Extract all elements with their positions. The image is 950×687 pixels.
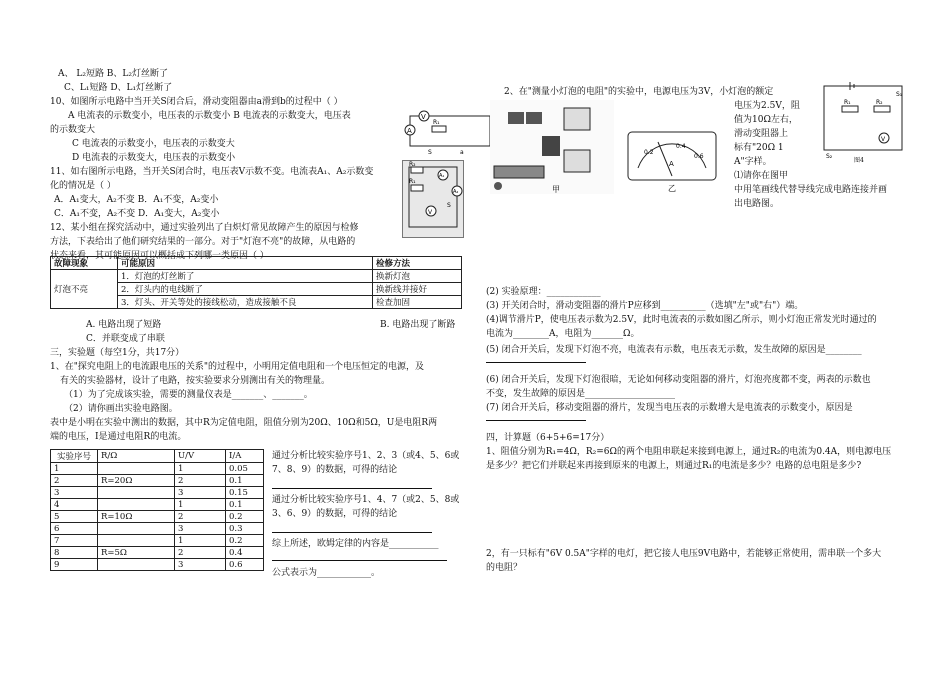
analysis-1: 通过分析比较实验序号1、2、3（或4、5、6或	[272, 451, 460, 461]
q10-circuit-drawing	[402, 108, 497, 156]
fault-header-fix: 检修方法	[373, 257, 462, 270]
apparatus-drawing	[490, 100, 614, 194]
data-cell	[98, 499, 175, 511]
data-cell: 4	[51, 499, 98, 511]
data-row	[51, 511, 264, 523]
r1-label: R₁	[433, 119, 440, 126]
s-label: S	[447, 202, 451, 209]
data-row	[51, 535, 264, 547]
data-cell: 3	[175, 487, 226, 499]
fault-name-cell: 灯泡不亮	[51, 270, 118, 309]
fault-header-cause: 可能原因	[118, 257, 373, 270]
q10-option-a: A 电流表的示数变小，电压表的示数变小 B 电流表的示数变大，电压表	[68, 111, 351, 121]
q12-stem-cont2: 状态来看，其可能原因可以概括成下列哪一类原因（ ）	[50, 251, 269, 261]
meter-unit: A	[669, 160, 674, 168]
q10-circuit-figure	[402, 108, 497, 156]
data-cell: 2	[175, 475, 226, 487]
data-row	[51, 463, 264, 475]
exp2-stem-d: 滑动变阻器上	[734, 129, 789, 139]
data-cell: 0.05	[226, 463, 264, 475]
meter-tick-06: 0.6	[694, 153, 704, 160]
fig-jia-caption: 甲	[552, 185, 560, 194]
q12-option-b: B. 电路出现了断路	[380, 320, 456, 330]
v-label: V	[428, 209, 433, 216]
data-cell: R=10Ω	[98, 511, 175, 523]
data-header-u: U/V	[175, 450, 226, 463]
calc1-stem: 1、阻值分别为R₁=4Ω，R₂=6Ω的两个电阻串联起来接到电源上，通过R₂的电流为0.4A，则电源电压	[486, 447, 892, 457]
data-header-r: R/Ω	[98, 450, 175, 463]
analysis-2: 通过分析比较实验序号1、4、7（或2、5、8或	[272, 495, 460, 505]
q10-stem: 10、如图所示电路中当开关S闭合后，滑动变阻器由a滑到b的过程中（ ）	[50, 97, 343, 107]
q10-option-c: C 电流表的示数变小，电压表的示数变大	[72, 139, 235, 149]
s2-label: S₂	[826, 153, 833, 160]
analysis-1-blank[interactable]	[272, 488, 432, 489]
fault-header-phenomenon: 故障现象	[51, 257, 118, 270]
exp2-part6-cont: 不变，发生故障的原因是____________________	[486, 389, 676, 399]
data-cell: 5	[51, 511, 98, 523]
exp2-part3: (3) 开关闭合时，滑动变阻器的滑片P应移到__________（选填"左"或"右"）端。	[486, 301, 804, 311]
fault-fix-3: 检查加固	[373, 296, 462, 309]
q12-option-a: A. 电路出现了短路	[86, 320, 162, 330]
q12-stem: 12、某小组在探究活动中，通过实验列出了白炽灯常见故障产生的原因与检修	[50, 223, 359, 233]
ammeter-figure	[624, 128, 720, 194]
data-cell: 0.2	[226, 511, 264, 523]
q12-stem-cont: 方法，下表给出了他们研究结果的一部分。对于"灯泡不亮"的故障，从电路的	[50, 237, 356, 247]
data-cell	[98, 535, 175, 547]
data-cell: R=5Ω	[98, 547, 175, 559]
s1-label: S₁	[896, 91, 903, 98]
ohms-law-blank[interactable]	[272, 560, 447, 561]
calc1-stem-cont: 是多少？把它们并联起来再接到原来的电源上，则通过R₁的电流是多少？电路的总电阻是多少?	[486, 461, 862, 471]
analysis-2-cont: 3、6、9）的数据，可得的结论	[272, 509, 398, 519]
r1b-label: R₁	[409, 178, 416, 185]
calc2-stem-cont: 的电阻？	[486, 563, 523, 573]
exp2-stem-h: 中用笔画线代替导线完成电路连接并画	[734, 185, 888, 195]
data-cell: 0.4	[226, 547, 264, 559]
data-cell: 1	[175, 463, 226, 475]
exp1-stem-cont: 有关的实验器材，设计了电路，按实验要求分别测出有关的物理量。	[60, 376, 331, 386]
data-cell: 0.2	[226, 535, 264, 547]
fig4-circuit-drawing	[818, 78, 908, 164]
exp1-part2: （2）请你画出实验电路图。	[64, 404, 178, 414]
data-cell: 3	[175, 523, 226, 535]
fault-cause-2: 2．灯头内的电线断了	[118, 283, 373, 296]
calc2-stem: 2，有一只标有"6V 0.5A"字样的电灯，把它接人电压9V电路中，若能够正常使用，需串联一个多大	[486, 549, 882, 559]
data-header-i: I/A	[226, 450, 264, 463]
data-cell: 2	[175, 511, 226, 523]
exp1-part1: （1）为了完成该实验，需要的测量仪表是_______、_______。	[64, 390, 313, 400]
data-cell: 9	[51, 559, 98, 571]
fault-cause-1: 1．灯泡的灯丝断了	[118, 270, 373, 283]
formula-prompt: 公式表示为____________。	[272, 568, 381, 578]
data-cell: 0.6	[226, 559, 264, 571]
meter-tick-02: 0.2	[644, 149, 654, 156]
exp1-table-intro: 表中是小明在实验中测出的数据，其中R为定值电阻，阻值分别为20Ω、10Ω和5Ω，U是电阻R两	[50, 418, 438, 428]
data-row	[51, 559, 264, 571]
q11-stem: 11、如右图所示电路，当开关S闭合时，电压表V示数不变。电流表A₁、A₂示数变	[50, 167, 374, 177]
ammeter-label: A	[407, 127, 412, 135]
switch-label: S	[428, 149, 432, 156]
section-4-title: 四，计算题（6+5+6=17分）	[486, 433, 610, 443]
data-cell: 2	[175, 547, 226, 559]
analysis-1-cont: 7、8、9）的数据，可得的结论	[272, 465, 398, 475]
point-a-label: a	[460, 149, 464, 156]
fig-yi-caption: 乙	[668, 184, 676, 193]
data-row	[51, 547, 264, 559]
r1-circuit-label: R₁	[844, 99, 851, 106]
q11-stem-cont: 化的情况是（ ）	[50, 181, 116, 191]
fig4-circuit-figure	[818, 78, 908, 164]
exp2-part7-blank[interactable]	[486, 420, 586, 421]
data-cell: 3	[175, 559, 226, 571]
r2-circuit-label: R₂	[876, 99, 883, 106]
data-cell: 8	[51, 547, 98, 559]
data-cell	[98, 559, 175, 571]
q11-options-ab: A．A₁变大，A₂不变 B．A₁不变，A₂变小	[54, 195, 219, 205]
r2-label: R₂	[409, 161, 416, 168]
data-cell: 3	[51, 487, 98, 499]
q11-circuit-figure	[402, 160, 464, 238]
data-cell: 0.1	[226, 475, 264, 487]
data-table	[50, 449, 264, 571]
q9-options-ab: A、 L₂短路 B、L₂灯丝断了	[58, 69, 169, 79]
exp2-stem-b: 电压为2.5V，阻	[734, 101, 800, 111]
q11-circuit-drawing	[403, 161, 463, 237]
data-cell	[98, 487, 175, 499]
data-cell: 1	[51, 463, 98, 475]
exp2-part4-cont: 电流为________A，电阻为_______Ω。	[486, 329, 640, 339]
exp2-stem-e: 标有"20Ω 1	[734, 143, 784, 153]
data-cell: 0.15	[226, 487, 264, 499]
data-row	[51, 499, 264, 511]
exp2-part2: (2) 实验原理：____________	[486, 287, 601, 297]
fault-cause-3: 3．灯头、开关等处的接线松动，造成接触不良	[118, 296, 373, 309]
section-3-title: 三，实验题（每空1分，共17分）	[50, 348, 185, 358]
exp2-part5: (5) 闭合开关后，发现下灯泡不亮，电流表有示数，电压表无示数，发生故障的原因是________	[486, 345, 862, 355]
data-cell	[98, 523, 175, 535]
q12-option-c: C．并联变成了串联	[86, 334, 165, 344]
exp2-stem-f: A"字样。	[734, 157, 772, 167]
data-cell	[98, 463, 175, 475]
data-row	[51, 475, 264, 487]
exp1-table-intro-cont: 端的电压，I是通过电阻R的电流。	[50, 432, 187, 442]
exp2-stem: 2、在"测量小灯泡的电阻"的实验中，电源电压为3V，小灯泡的额定	[504, 87, 774, 97]
data-cell: 1	[175, 499, 226, 511]
fault-fix-2: 换新线并接好	[373, 283, 462, 296]
data-cell: 7	[51, 535, 98, 547]
data-row	[51, 487, 264, 499]
v-circuit-label: V	[881, 136, 886, 143]
voltmeter-label: V	[421, 113, 426, 121]
data-cell: 6	[51, 523, 98, 535]
exp2-part5-blank[interactable]	[486, 362, 586, 363]
data-row	[51, 523, 264, 535]
data-cell: 1	[175, 535, 226, 547]
fault-table	[50, 256, 462, 309]
exp2-stem-i: 出电路图。	[734, 199, 780, 209]
q10-option-a-cont: 的示数变大	[50, 125, 96, 135]
q10-option-d: D 电流表的示数变大，电压表的示数变小	[72, 153, 236, 163]
exp2-part6: (6) 闭合开关后，发现下灯泡很暗，无论如何移动变阻器的滑片，灯泡亮度都不变，两表的示数也	[486, 375, 871, 385]
a1-label: A₁	[439, 173, 445, 179]
a2-label: A₂	[453, 189, 459, 195]
meter-tick-04: 0.4	[676, 143, 686, 150]
apparatus-figure	[490, 100, 614, 194]
fault-fix-1: 换新灯泡	[373, 270, 462, 283]
ohms-law-prompt: 综上所述，欧姆定律的内容是___________	[272, 539, 439, 549]
exp2-stem-c: 值为10Ω左右，	[734, 115, 798, 125]
data-cell: 0.3	[226, 523, 264, 535]
analysis-2-blank[interactable]	[272, 532, 432, 533]
ammeter-drawing	[624, 128, 720, 194]
data-header-index: 实验序号	[51, 450, 98, 463]
data-cell: R=20Ω	[98, 475, 175, 487]
exp1-stem: 1、在"探究电阻上的电流跟电压的关系"的过程中，小明用定值电阻和一个电压恒定的电源，及	[50, 362, 425, 372]
q9-options-cd: C、L₁短路 D、L₁灯丝断了	[64, 83, 173, 93]
data-cell: 0.1	[226, 499, 264, 511]
fig4-caption: 图4	[854, 157, 864, 164]
exp2-part7: (7) 闭合开关后，移动变阻器的滑片，发现当电压表的示数增大是电流表的示数变小，原因是	[486, 403, 853, 413]
q11-options-cd: C．A₁不变，A₂不变 D．A₁变大，A₂变小	[54, 209, 220, 219]
exp2-stem-g: ⑴请你在图甲	[734, 171, 789, 181]
data-cell: 2	[51, 475, 98, 487]
exp2-part4: (4)调节滑片P，使电压表示数为2.5V，此时电流表的示数如图乙所示，则小灯泡正常发光时通过的	[486, 315, 877, 325]
